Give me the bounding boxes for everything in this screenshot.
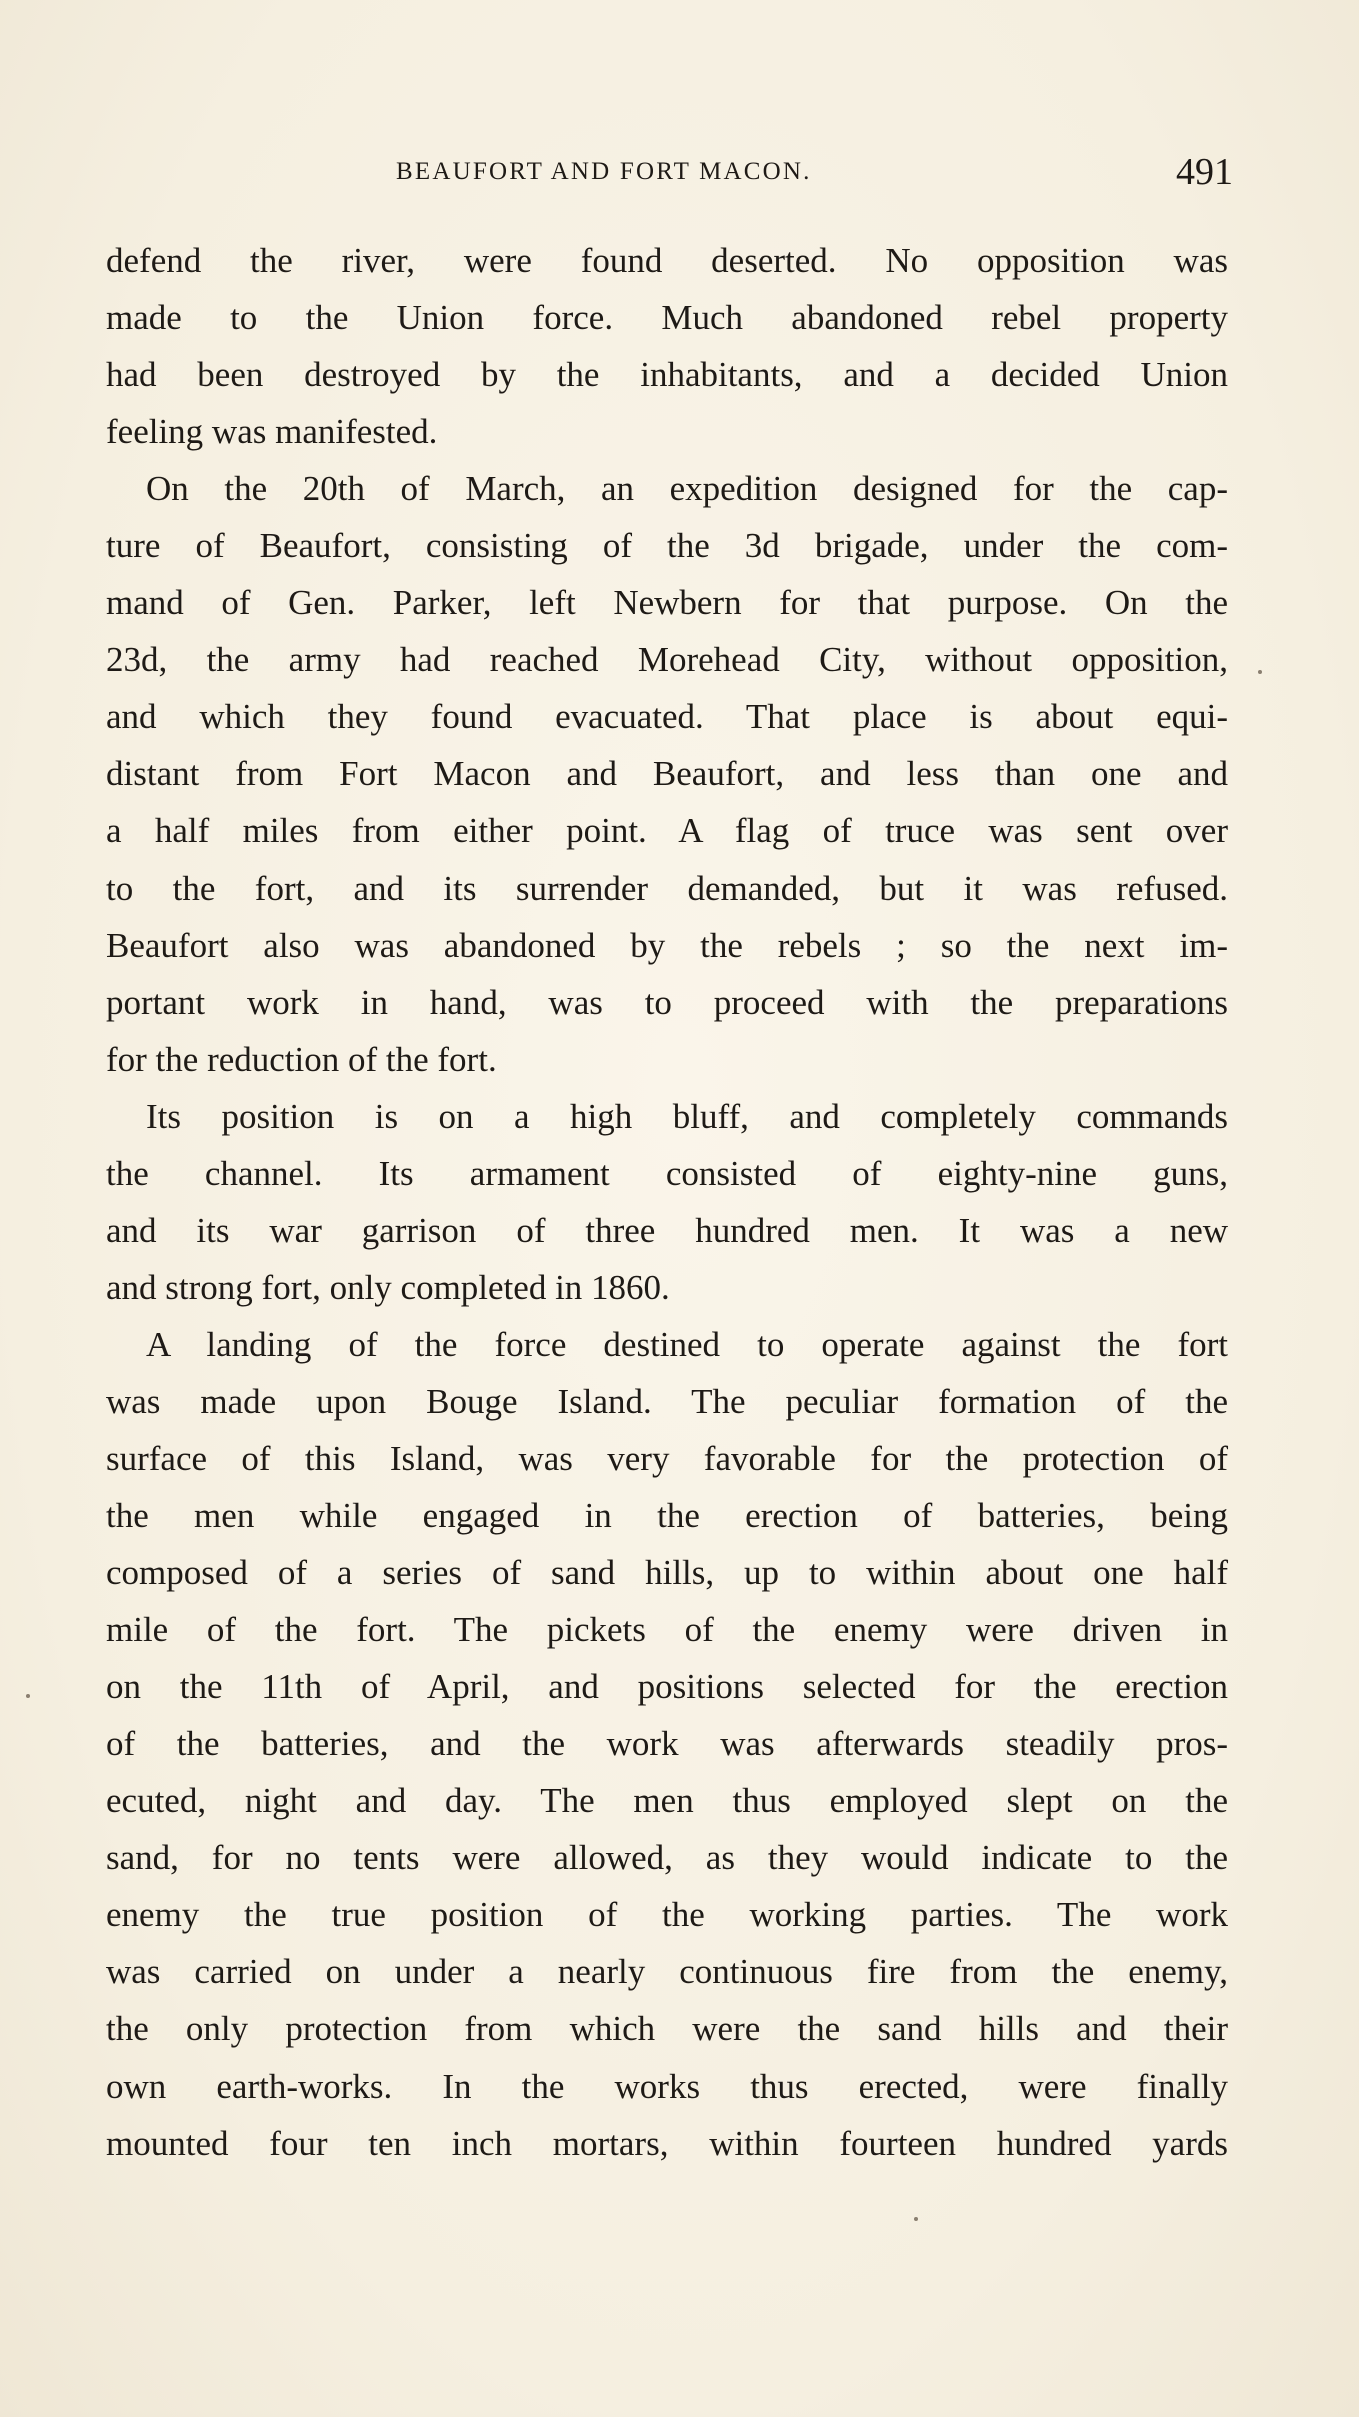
text-line: ecuted, night and day. The men thus employed slept on the — [106, 1781, 1228, 1821]
text-line: composed of a series of sand hills, up to within about one half — [106, 1553, 1228, 1593]
ink-speck — [26, 1694, 30, 1698]
text-line: the only protection from which were the sand hills and their — [106, 2009, 1228, 2049]
ink-speck — [914, 2217, 918, 2221]
text-line: ture of Beaufort, consisting of the 3d brigade, under the com- — [106, 526, 1228, 566]
text-line: to the fort, and its surrender demanded, but it was refused. — [106, 868, 1228, 908]
running-title: BEAUFORT AND FORT MACON. — [396, 158, 812, 185]
text-line: Beaufort also was abandoned by the rebels ; so the next im- — [106, 925, 1228, 965]
text-line: enemy the true position of the working parties. The work — [106, 1895, 1228, 1935]
text-line: surface of this Island, was very favorable for the protection of — [106, 1438, 1228, 1478]
text-line: and its war garrison of three hundred men. It was a new — [106, 1210, 1228, 1250]
text-line: Its position is on a high bluff, and completely commands — [146, 1096, 1228, 1136]
text-line: the channel. Its armament consisted of eighty-nine guns, — [106, 1153, 1228, 1193]
body-text — [106, 232, 1228, 2172]
text-line: defend the river, were found deserted. No opposition was — [106, 241, 1228, 280]
text-line: own earth-works. In the works thus erected, were finally — [106, 2066, 1228, 2106]
text-line: of the batteries, and the work was afterwards steadily pros- — [106, 1724, 1228, 1764]
text-line: A landing of the force destined to operate against the fort — [146, 1324, 1228, 1364]
text-line: made to the Union force. Much abandoned rebel property — [106, 298, 1228, 338]
text-line: and which they found evacuated. That place is about equi- — [106, 697, 1228, 737]
text-line: sand, for no tents were allowed, as they would indicate to the — [106, 1838, 1228, 1878]
text-line: mile of the fort. The pickets of the enemy were driven in — [106, 1610, 1228, 1650]
ink-speck — [1258, 670, 1262, 674]
running-head — [108, 150, 1233, 200]
text-line: a half miles from either point. A flag of truce was sent over — [106, 811, 1228, 851]
text-line: had been destroyed by the inhabitants, and a decided Union — [106, 355, 1228, 395]
text-line: mand of Gen. Parker, left Newbern for that purpose. On the — [106, 583, 1228, 623]
text-line: on the 11th of April, and positions selected for the erection — [106, 1667, 1228, 1707]
text-line: for the reduction of the fort. — [106, 1039, 497, 1079]
text-line: feeling was manifested. — [106, 412, 438, 452]
text-line: 23d, the army had reached Morehead City, without opposition, — [106, 640, 1228, 680]
text-line: On the 20th of March, an expedition designed for the cap- — [146, 469, 1228, 509]
text-line: mounted four ten inch mortars, within fourteen hundred yards — [106, 2123, 1228, 2163]
page-number: 491 — [1176, 151, 1233, 193]
text-line: was carried on under a nearly continuous fire from the enemy, — [106, 1952, 1228, 1992]
text-line: the men while engaged in the erection of batteries, being — [106, 1496, 1228, 1536]
text-line: distant from Fort Macon and Beaufort, and less than one and — [106, 754, 1228, 794]
text-line: was made upon Bouge Island. The peculiar formation of the — [106, 1381, 1228, 1421]
text-line: and strong fort, only completed in 1860. — [106, 1267, 670, 1307]
text-line: portant work in hand, was to proceed with the preparations — [106, 982, 1228, 1022]
